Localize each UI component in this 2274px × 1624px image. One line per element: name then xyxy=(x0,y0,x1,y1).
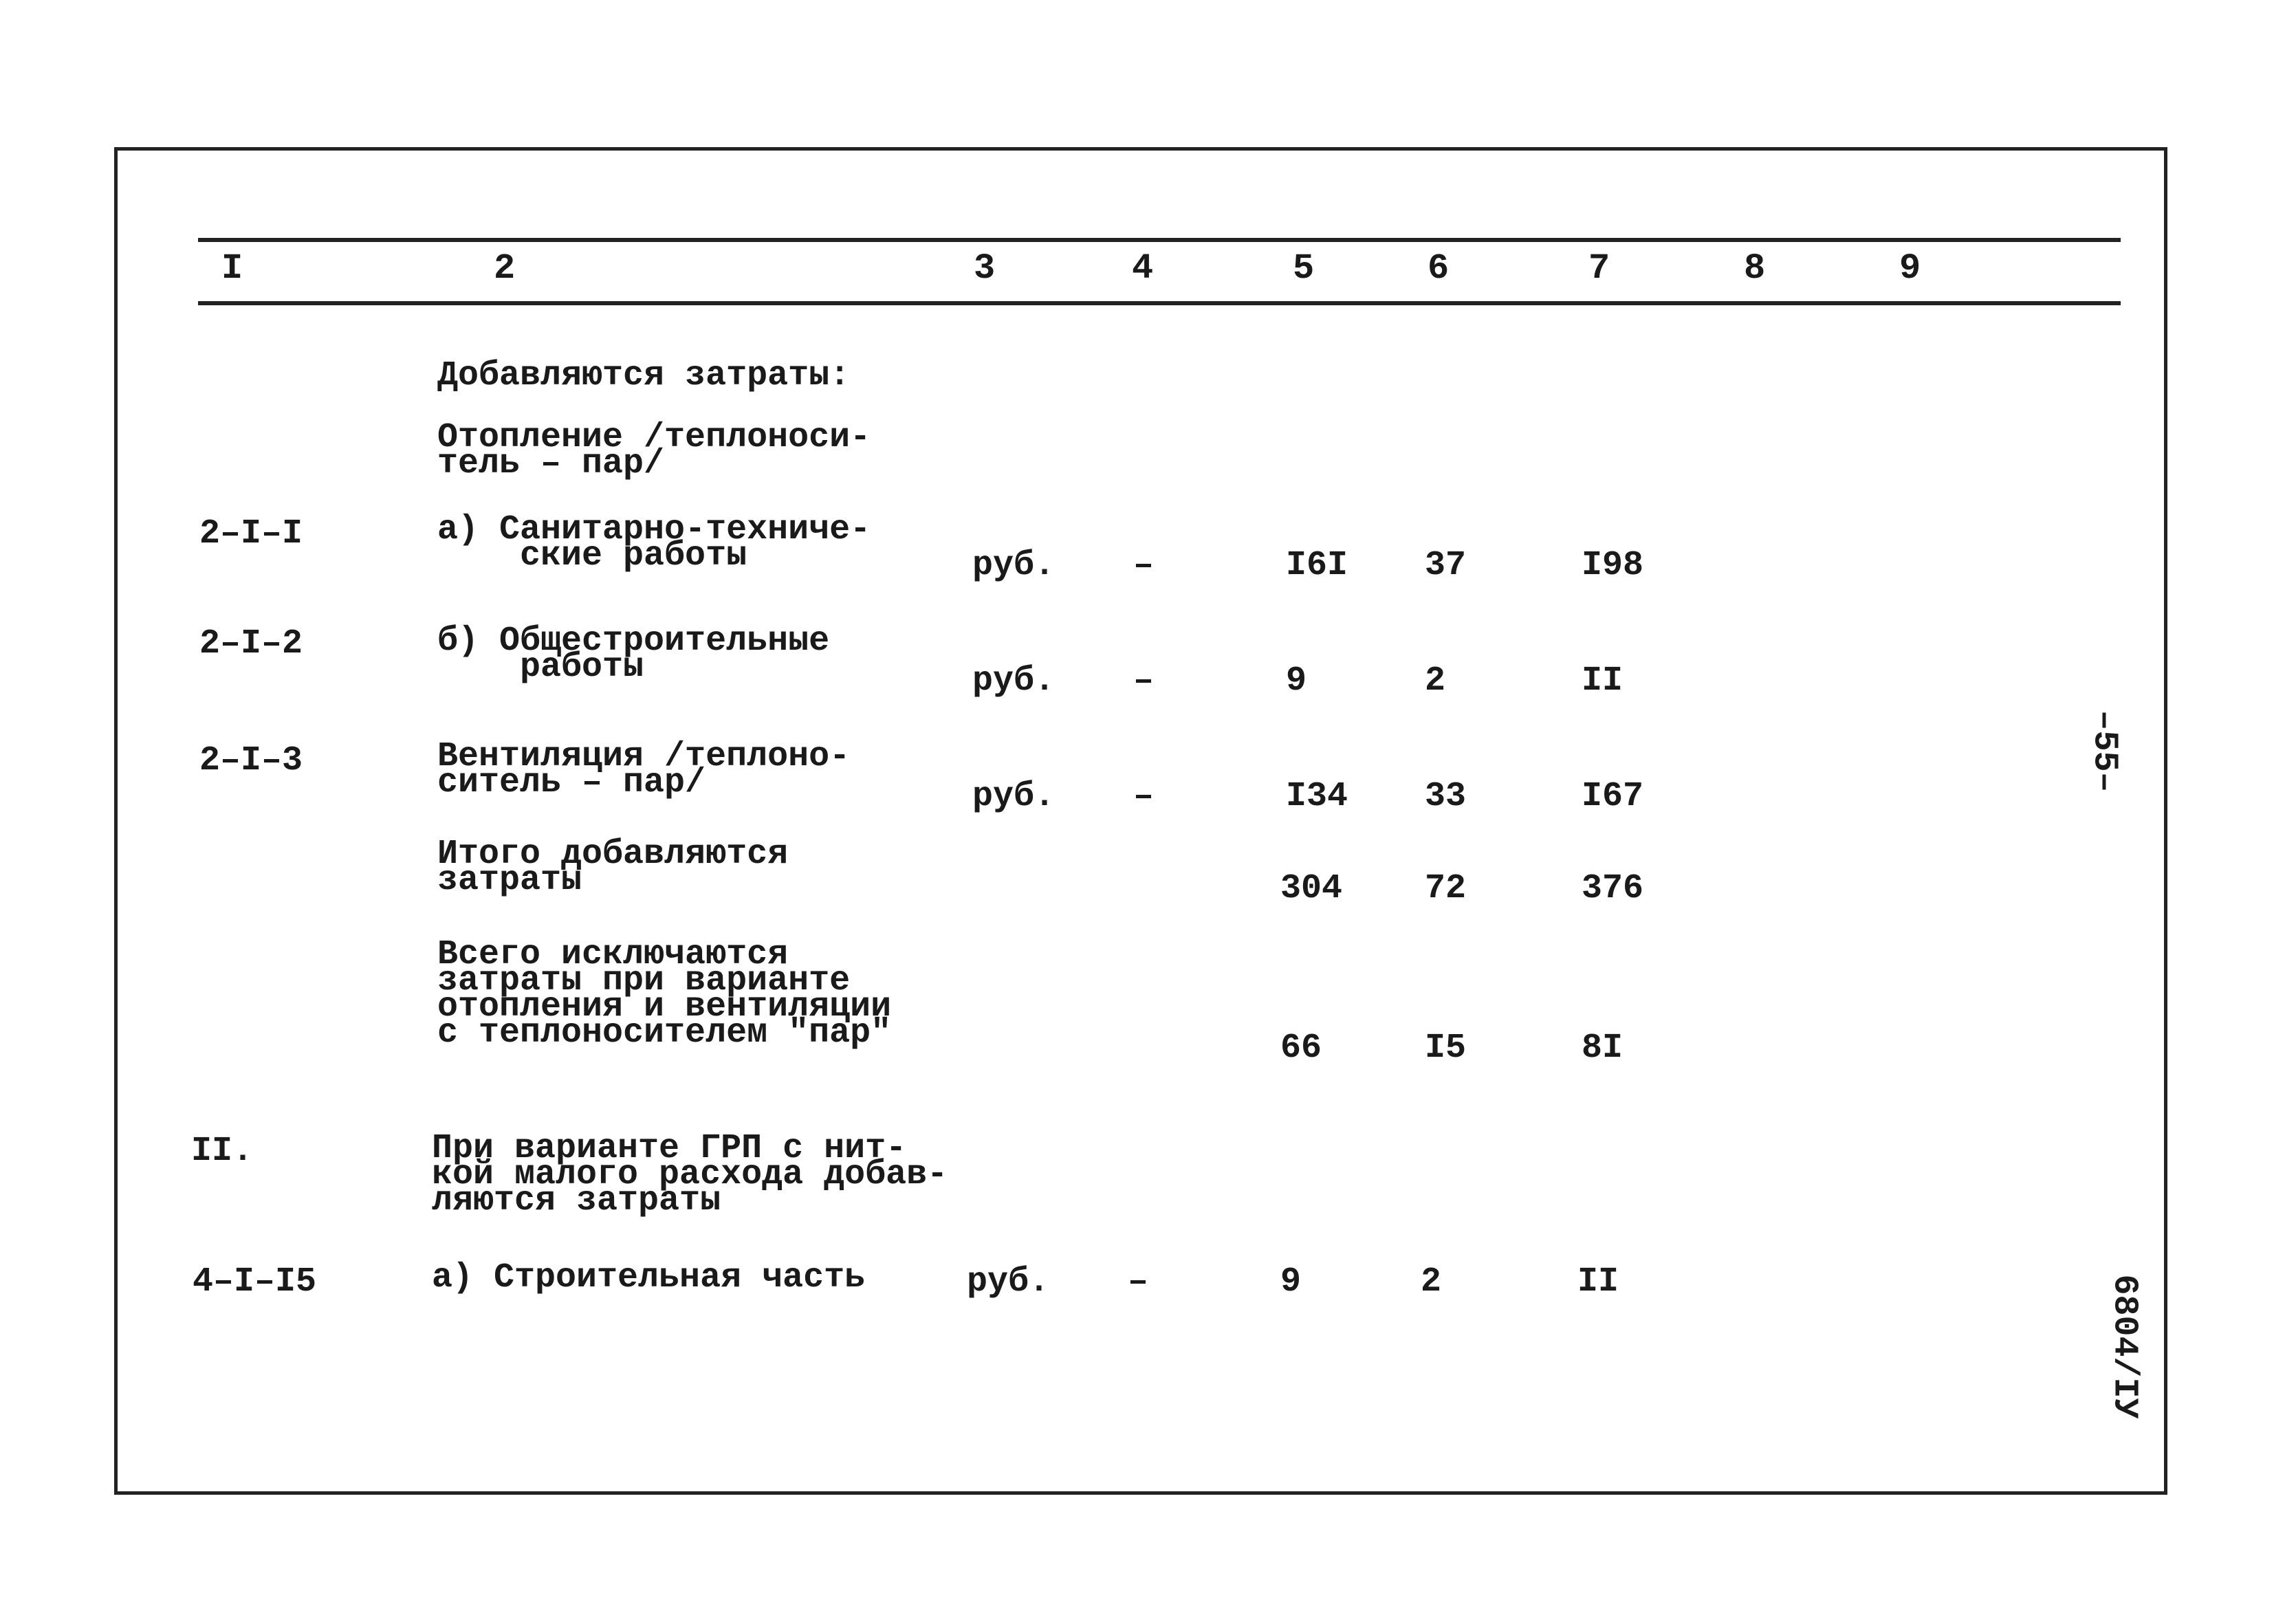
row-col4: – xyxy=(1133,777,1155,816)
row-col7: II xyxy=(1577,1262,1619,1302)
row-col5: 304 xyxy=(1280,869,1343,908)
row-col6: 2 xyxy=(1425,661,1446,701)
row-description: а) Строительная часть xyxy=(432,1258,866,1297)
col-header-5: 5 xyxy=(1293,248,1315,289)
row-description: Вентиляция /теплоно- ситель – пар/ xyxy=(437,737,851,802)
col-header-4: 4 xyxy=(1132,248,1154,289)
row-col7: 376 xyxy=(1582,869,1644,908)
row-description: Отопление /теплоноси- тель – пар/ xyxy=(437,418,871,483)
col-header-1: I xyxy=(221,248,243,289)
row-description: б) Общестроительные работы xyxy=(437,622,830,687)
row-col6: 33 xyxy=(1425,777,1467,816)
row-col6: 72 xyxy=(1425,869,1467,908)
row-col5: 66 xyxy=(1280,1029,1322,1068)
row-description: а) Санитарно-техниче- ские работы xyxy=(437,510,871,575)
row-col5: I6I xyxy=(1286,546,1348,585)
col-header-7: 7 xyxy=(1588,248,1610,289)
row-col7: II xyxy=(1582,661,1623,701)
row-col6: 37 xyxy=(1425,546,1467,585)
col-header-3: 3 xyxy=(974,248,996,289)
total-excluded-description: Всего исключаются затраты при варианте отопления и вентиляции с теплоносителем "пар" xyxy=(437,935,892,1053)
row-unit: руб. xyxy=(972,777,1056,816)
col-header-9: 9 xyxy=(1899,248,1921,289)
row-col5: I34 xyxy=(1286,777,1348,816)
section-number: II. xyxy=(191,1132,254,1171)
row-col7: I98 xyxy=(1582,546,1644,585)
row-unit: руб. xyxy=(972,546,1056,585)
row-unit: руб. xyxy=(972,661,1056,701)
col-header-8: 8 xyxy=(1744,248,1766,289)
row-col4: – xyxy=(1133,546,1155,585)
row-col7: 8I xyxy=(1582,1029,1623,1068)
total-added-description: Итого добавляются затраты xyxy=(437,835,789,900)
document-code: 6804/IУ xyxy=(2104,1274,2144,1419)
col-header-6: 6 xyxy=(1428,248,1450,289)
header-rule-bottom xyxy=(198,301,2121,305)
row-code: 2–I–2 xyxy=(199,624,303,663)
row-col5: 9 xyxy=(1286,661,1307,701)
row-description: Добавляются затраты: xyxy=(437,356,851,395)
row-col5: 9 xyxy=(1280,1262,1302,1302)
row-col7: I67 xyxy=(1582,777,1644,816)
header-rule-top xyxy=(198,238,2121,242)
section-description: При варианте ГРП с нит- кой малого расхода добав- ляются затраты xyxy=(432,1129,948,1220)
row-col6: 2 xyxy=(1421,1262,1442,1302)
row-code: 4–I–I5 xyxy=(193,1262,317,1302)
page-number: –55– xyxy=(2084,710,2124,793)
col-header-2: 2 xyxy=(494,248,516,289)
row-unit: руб. xyxy=(967,1262,1050,1302)
row-col4: – xyxy=(1128,1262,1149,1302)
row-col6: I5 xyxy=(1425,1029,1467,1068)
row-code: 2–I–I xyxy=(199,514,303,553)
row-code: 2–I–3 xyxy=(199,741,303,780)
row-col4: – xyxy=(1133,661,1155,701)
